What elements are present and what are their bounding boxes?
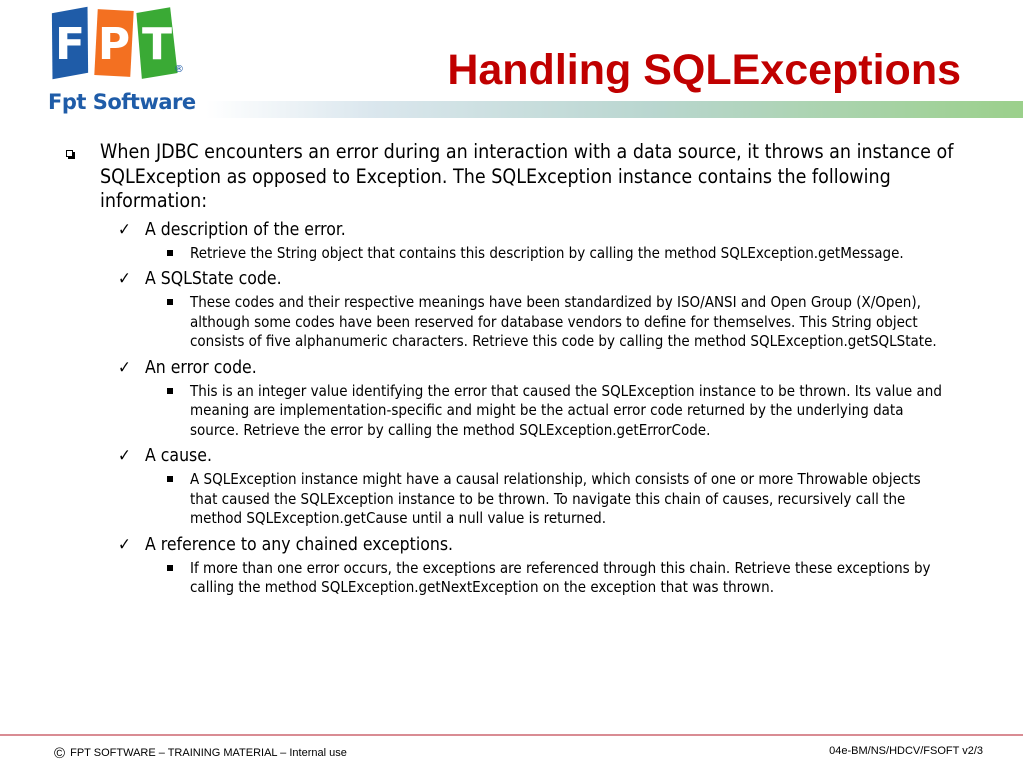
logo-tile-p: [94, 9, 133, 77]
slide-content: [60, 140, 960, 598]
logo-tile-f: [48, 7, 93, 80]
logo-tile-t: [136, 7, 178, 79]
intro-text: When JDBC encounters an error during an interaction with a data source, it throws an instance of SQLException as opposed to Exception. The SQLException instance contains the following information:: [100, 140, 954, 212]
fpt-logo-tiles: [46, 4, 182, 84]
slide-title: Handling SQLExceptions: [447, 46, 961, 94]
checkmark-icon: ✓: [118, 446, 131, 466]
item-label: ✓ A SQLState code.: [118, 269, 282, 289]
checkmark-icon: ✓: [118, 357, 131, 378]
item-label: ✓ A cause.: [118, 446, 212, 466]
footer-left-text: FPT SOFTWARE – TRAINING MATERIAL – Internal use: [70, 747, 347, 759]
square-bullet-icon: [167, 388, 173, 394]
hollow-square-bullet-icon: [66, 150, 73, 157]
footer-copyright: [54, 745, 347, 762]
item-label: ✓ An error code.: [118, 357, 257, 378]
item-label: ✓ A description of the error.: [118, 219, 346, 240]
item-detail: A SQLException instance might have a causal relationship, which consists of one or more Throwable objects that caused the SQLException instance to be thrown. To navigate this chain of causes, recursively call the method SQLException.getCause until a null value is returned.: [60, 470, 960, 529]
checkmark-icon: ✓: [118, 269, 131, 289]
item-detail: If more than one error occurs, the exceptions are referenced through this chain. Retrieve these exceptions by calling the method SQLException.getNextException on the exception that was thrown.: [60, 559, 960, 598]
item-detail: These codes and their respective meanings have been standardized by ISO/ANSI and Open Group (X/Open), although some codes have been reserved for database vendors to define for themselves. This String object consists of five alphanumeric characters. Retrieve this code by calling the method SQLException.getSQLState.: [60, 293, 960, 352]
title-gradient-bar: [206, 101, 1023, 118]
fpt-logo: [46, 4, 196, 116]
footer-divider: [0, 734, 1023, 736]
copyright-icon: ©: [54, 745, 66, 762]
logo-caption: Fpt Software: [48, 90, 196, 114]
registered-mark: ®: [174, 64, 184, 75]
checkmark-icon: ✓: [118, 534, 131, 555]
square-bullet-icon: [167, 250, 173, 256]
item-detail: This is an integer value identifying the error that caused the SQLException instance to be thrown. Its value and meaning are implementation-specific and might be the actual error code returned by the underlying data source. Retrieve the error by calling the method SQLException.getErrorCode.: [60, 382, 960, 441]
item-label: ✓ A reference to any chained exceptions.: [118, 534, 454, 555]
intro-bullet: [60, 140, 960, 214]
item-detail: Retrieve the String object that contains this description by calling the method SQLException.getMessage.: [60, 244, 960, 264]
footer-document-code: 04e-BM/NS/HDCV/FSOFT v2/3: [829, 745, 983, 757]
checkmark-icon: ✓: [118, 219, 131, 240]
svg-text:F: F: [54, 19, 86, 70]
svg-text:P: P: [97, 19, 131, 70]
square-bullet-icon: [167, 565, 173, 571]
svg-text:T: T: [141, 19, 173, 70]
square-bullet-icon: [167, 299, 173, 305]
square-bullet-icon: [167, 476, 173, 482]
